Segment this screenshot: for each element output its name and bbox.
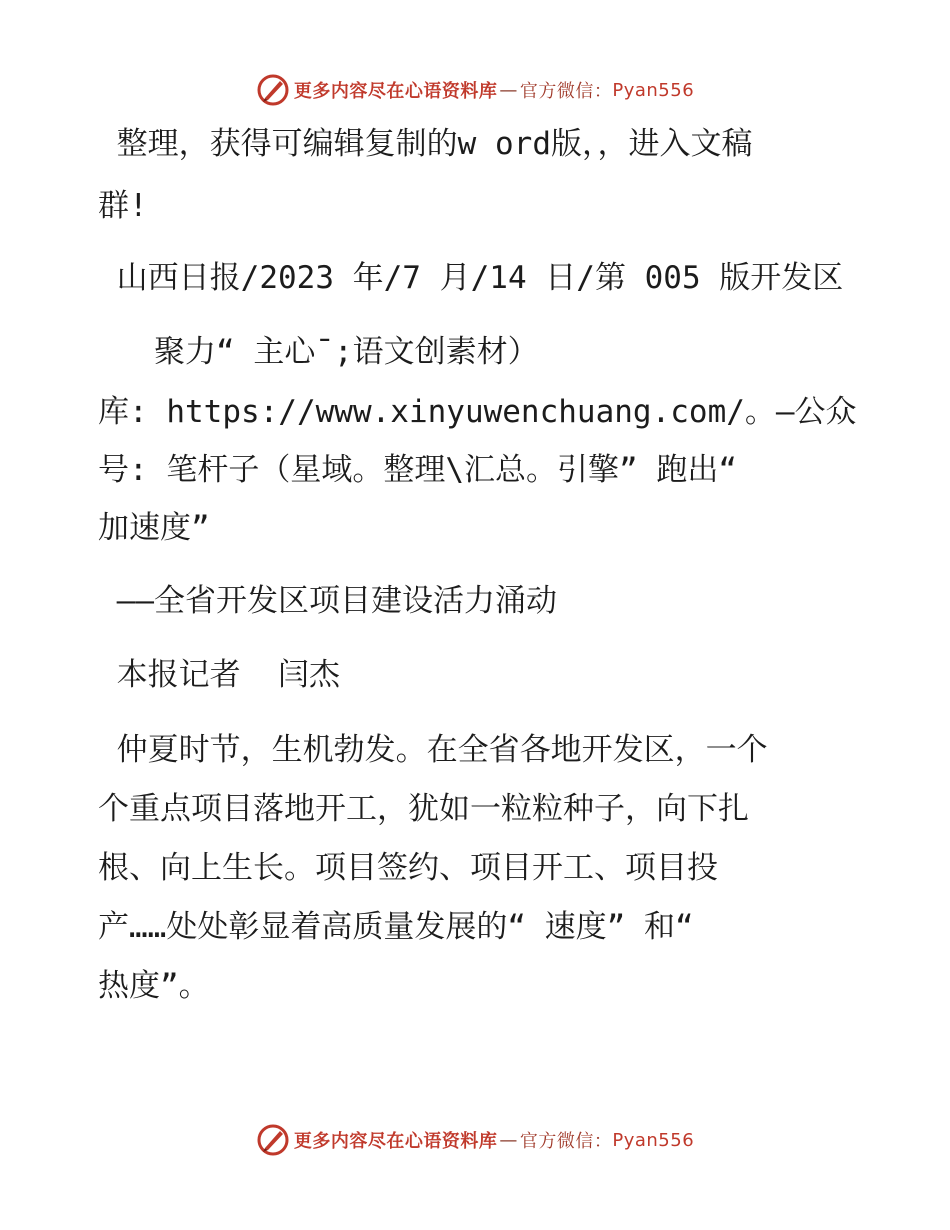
body-line-5: 库: https://www.xinyuwenchuang.com/。—公众 bbox=[98, 394, 857, 430]
banner-text: 更多内容尽在心语资料库 bbox=[293, 81, 498, 102]
article-byline: 本报记者 闫杰 bbox=[98, 657, 340, 693]
quill-logo-icon bbox=[256, 73, 290, 107]
quill-logo-icon bbox=[256, 1123, 290, 1157]
paragraph-line-1: 仲夏时节，生机勃发。在全省各地开发区，一个 bbox=[98, 732, 768, 768]
article-subtitle: ——全省开发区项目建设活力涌动 bbox=[98, 583, 557, 619]
paragraph-line-5: 热度”。 bbox=[98, 968, 210, 1004]
banner-wechat-label: 官方微信： bbox=[519, 81, 613, 102]
body-line-3: 山西日报/2023 年/7 月/14 日/第 005 版开发区 bbox=[98, 260, 844, 296]
paragraph-line-4: 产……处处彰显着高质量发展的“ 速度” 和“ bbox=[98, 909, 694, 945]
body-line-7: 加速度” bbox=[98, 510, 210, 546]
banner-text: 更多内容尽在心语资料库 bbox=[293, 1131, 498, 1152]
banner-wechat-id: Pyan556 bbox=[612, 79, 695, 101]
paragraph-line-2: 个重点项目落地开工，犹如一粒粒种子，向下扎 bbox=[98, 791, 749, 827]
body-line-6: 号: 笔杆子（星域。整理\汇总。引擎” 跑出“ bbox=[98, 452, 737, 488]
header-watermark-banner bbox=[0, 70, 950, 110]
banner-separator: — bbox=[499, 1129, 518, 1151]
banner-wechat-label: 官方微信： bbox=[519, 1131, 613, 1152]
banner-wechat-id: Pyan556 bbox=[612, 1129, 695, 1151]
body-line-1: 整理，获得可编辑复制的w ord版，，进入文稿 bbox=[98, 126, 753, 162]
article-title-line: 聚力“ 主心¯;语文创素材） bbox=[154, 334, 539, 370]
footer-watermark-banner bbox=[0, 1120, 950, 1160]
banner-separator: — bbox=[499, 79, 518, 101]
paragraph-line-3: 根、向上生长。项目签约、项目开工、项目投 bbox=[98, 850, 718, 886]
body-line-2: 群! bbox=[98, 188, 148, 224]
